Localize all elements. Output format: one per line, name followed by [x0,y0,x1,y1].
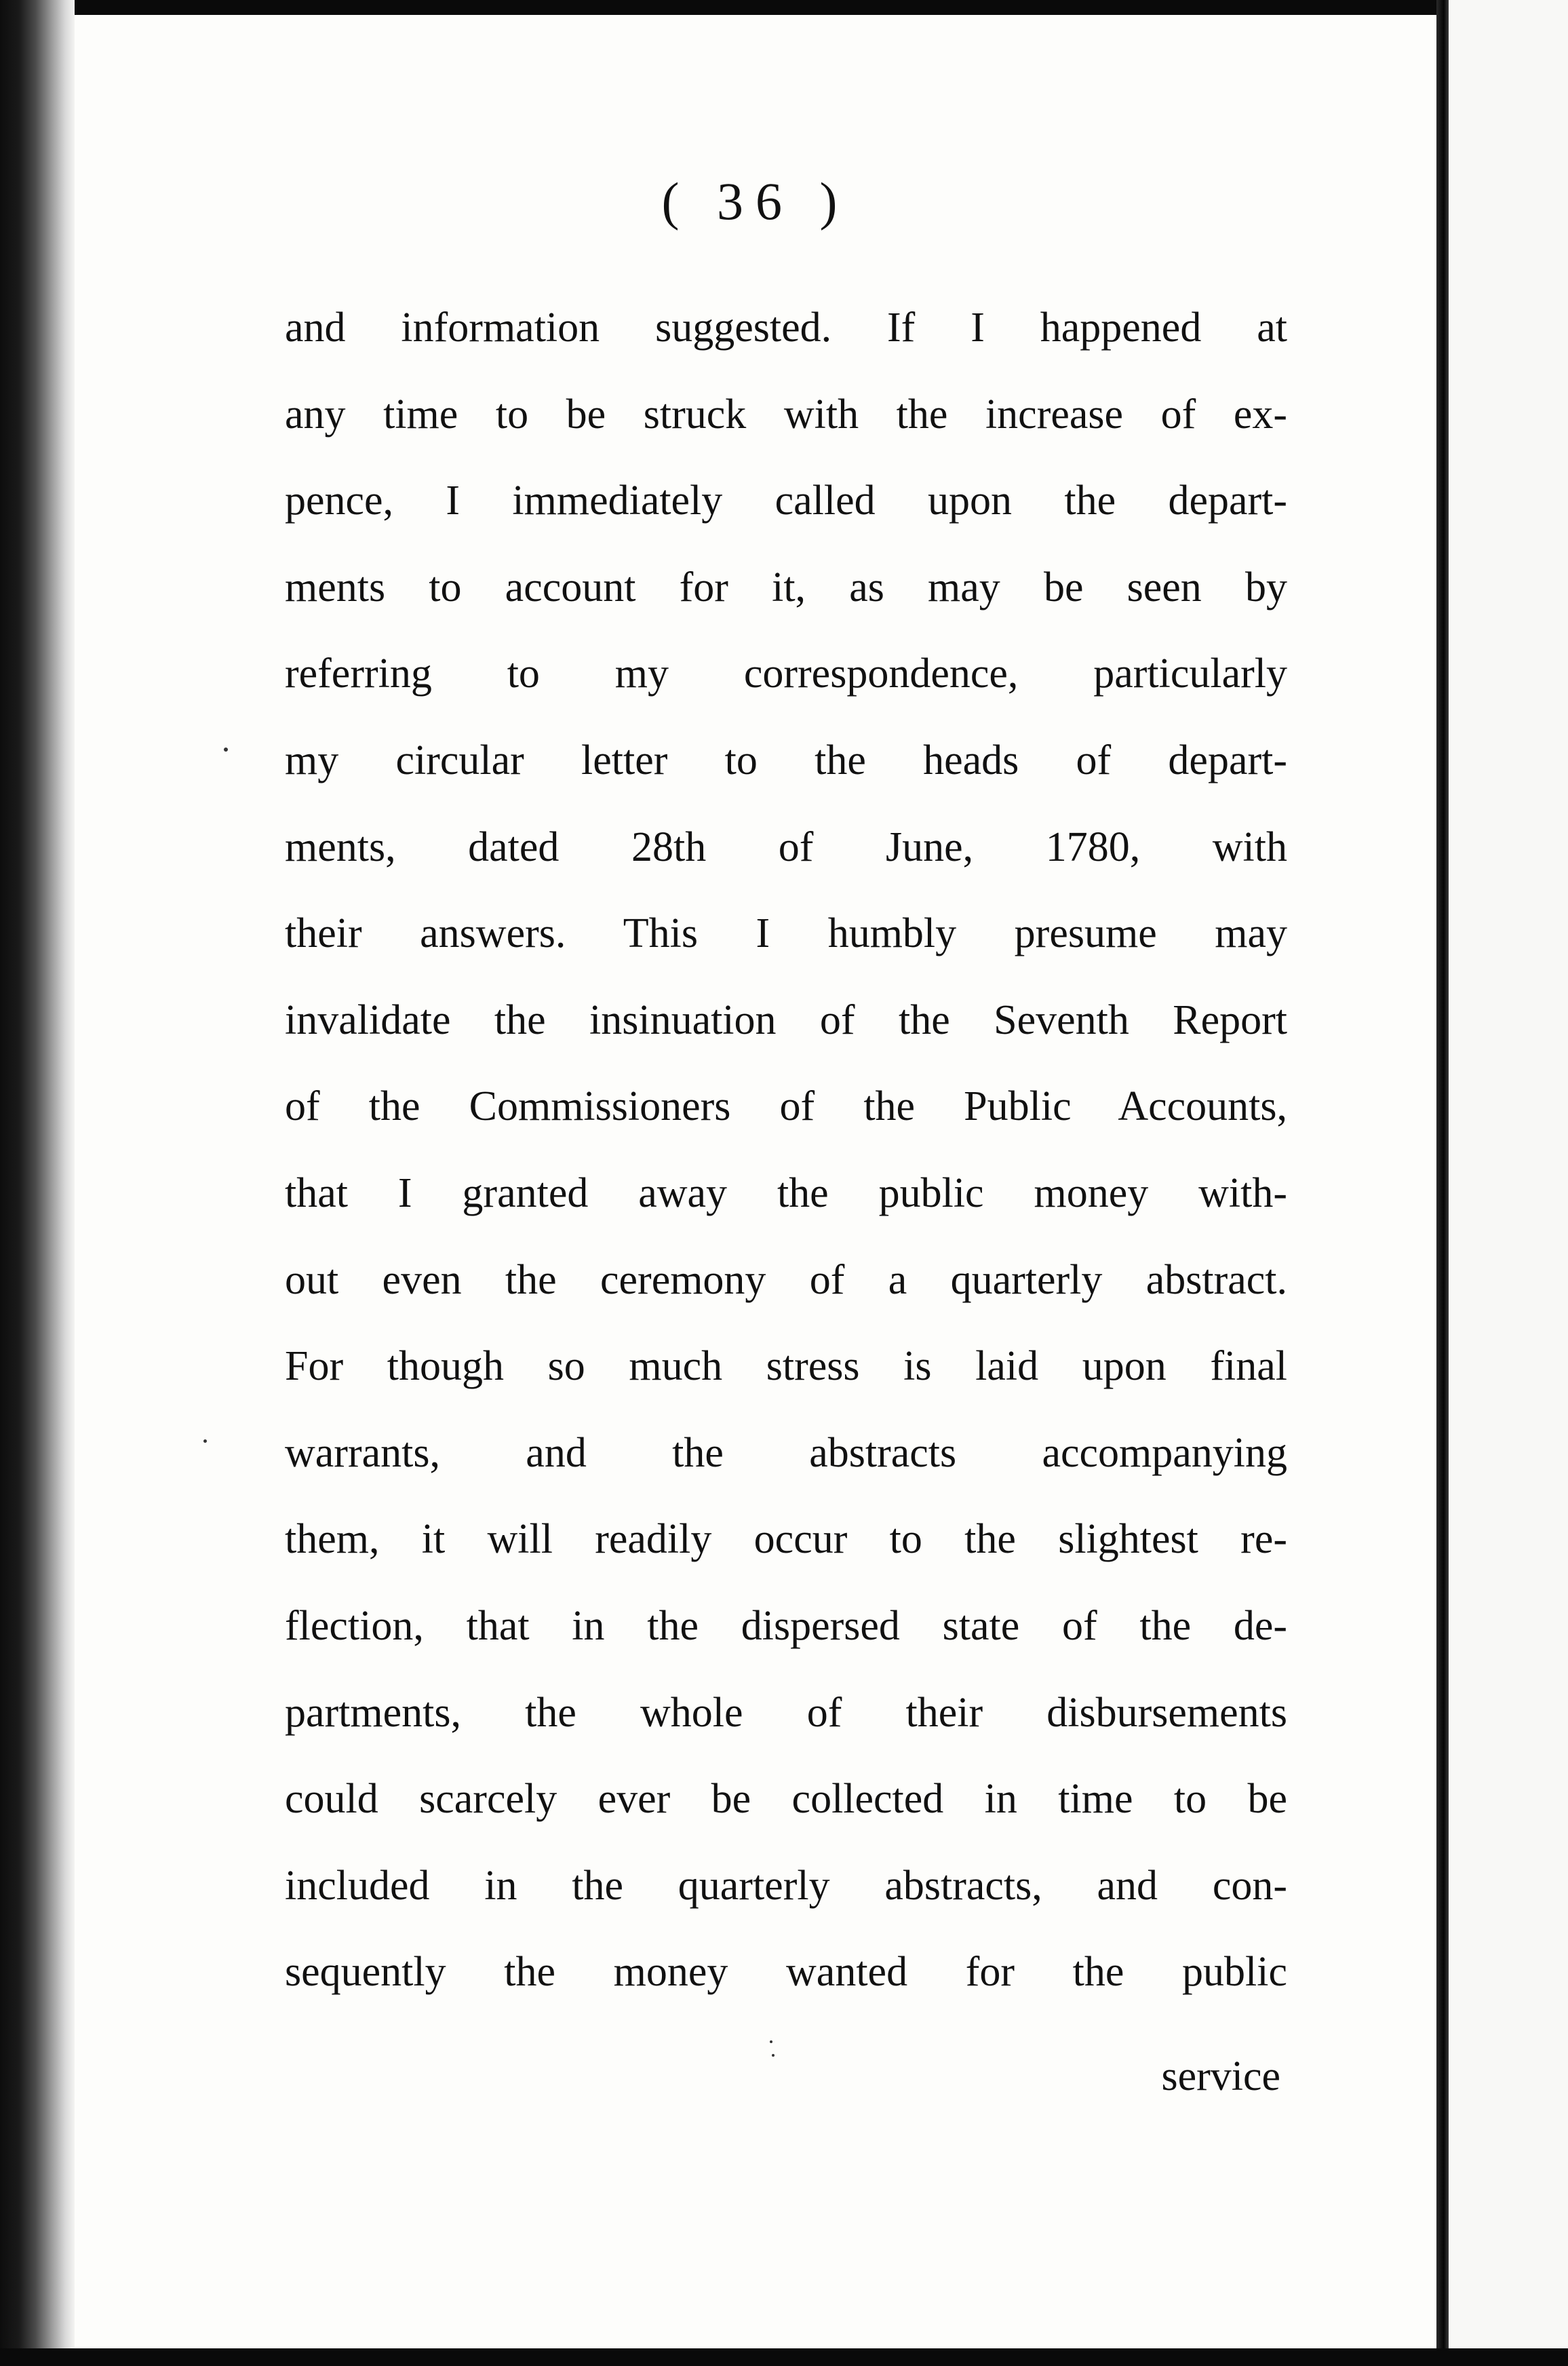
scan-speck [224,748,228,752]
scan-speck [770,2040,772,2043]
catchword: service [1161,2053,1280,2099]
text-line: warrants, and the abstracts accompanying [285,1429,1287,1476]
binding-gutter [0,0,75,2366]
text-line: out even the ceremony of a quarterly abstract. [285,1256,1287,1303]
scan-edge-bottom [0,2348,1568,2366]
book-page [75,15,1436,2348]
text-line: could scarcely ever be collected in time to be [285,1776,1287,1823]
text-line: flection, that in the dispersed state of the de- [285,1602,1287,1649]
text-line: them, it will readily occur to the slightest re- [285,1516,1287,1563]
text-line: invalidate the insinuation of the Seventh Report [285,996,1287,1043]
text-line: sequently the money wanted for the public [285,1949,1287,1996]
text-line: For though so much stress is laid upon final [285,1343,1287,1390]
text-line: included in the quarterly abstracts, and con- [285,1862,1287,1909]
text-line: of the Commissioners of the Public Accounts, [285,1083,1287,1130]
page-number: ( 36 ) [661,172,850,231]
scan-speck [772,2054,775,2057]
adjacent-page-edge [1449,0,1568,2366]
scan-speck [203,1439,207,1443]
text-line: pence, I immediately called upon the depart- [285,478,1287,524]
body-text [285,285,1287,2016]
text-line: and information suggested. If I happened at [285,305,1287,351]
text-line: ments to account for it, as may be seen by [285,564,1287,610]
text-line: that I granted away the public money with- [285,1169,1287,1216]
text-line: their answers. This I humbly presume may [285,910,1287,957]
text-line: partments, the whole of their disbursements [285,1689,1287,1736]
page-fold [1436,0,1449,2366]
text-line: referring to my correspondence, particularly [285,651,1287,697]
text-line: ments, dated 28th of June, 1780, with [285,823,1287,870]
text-line: any time to be struck with the increase of ex- [285,391,1287,438]
text-line: my circular letter to the heads of depart- [285,737,1287,783]
scan-edge-top [0,0,1568,15]
